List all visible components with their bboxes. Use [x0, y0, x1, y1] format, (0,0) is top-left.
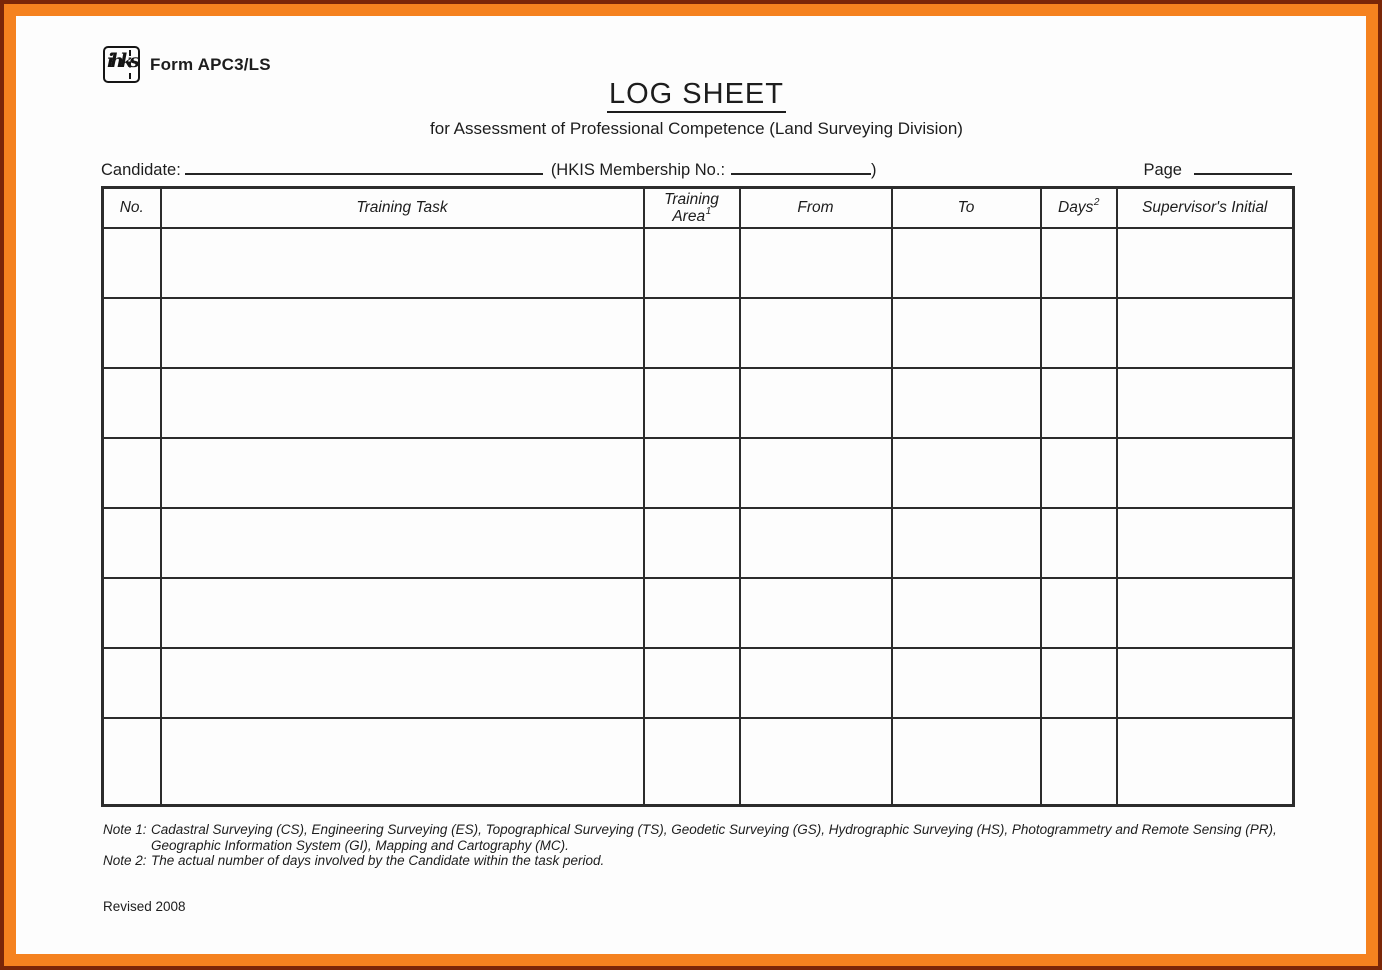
log-cell[interactable] [161, 648, 644, 718]
note-1-line-2: Geographic Information System (GI), Mapping and Cartography (MC). [151, 837, 569, 853]
log-cell[interactable] [892, 648, 1041, 718]
log-table [101, 186, 1295, 807]
log-cell[interactable] [892, 298, 1041, 368]
page-label: Page [1143, 161, 1182, 179]
footnotes [103, 822, 1283, 869]
log-cell[interactable] [892, 718, 1041, 806]
hkis-logo-monogram: ihks [107, 50, 136, 72]
form-code-row [103, 46, 271, 83]
log-cell[interactable] [1041, 578, 1117, 648]
candidate-name-field[interactable] [185, 173, 543, 175]
revised-date: Revised 2008 [103, 899, 186, 914]
log-cell[interactable] [1117, 718, 1294, 806]
col-header-to: To [892, 188, 1041, 228]
log-cell[interactable] [1041, 438, 1117, 508]
scan-frame-inner [4, 4, 1378, 966]
log-cell[interactable] [644, 578, 740, 648]
log-cell[interactable] [103, 228, 161, 298]
log-cell[interactable] [103, 298, 161, 368]
note-2 [103, 853, 1283, 869]
candidate-row [101, 161, 1292, 180]
log-cell[interactable] [103, 718, 161, 806]
table-row [103, 298, 1294, 368]
log-cell[interactable] [892, 508, 1041, 578]
col-header-no: No. [103, 188, 161, 228]
hkis-logo [103, 46, 140, 83]
col-header-from: From [740, 188, 892, 228]
log-cell[interactable] [1041, 228, 1117, 298]
log-cell[interactable] [1117, 298, 1294, 368]
log-cell[interactable] [1117, 368, 1294, 438]
page-number-field[interactable] [1194, 173, 1292, 175]
note-1-label: Note 1: [103, 822, 147, 837]
membership-no-field[interactable] [731, 173, 871, 175]
form-code-label: Form APC3/LS [150, 54, 271, 74]
col-header-days: Days$^2$ [1041, 188, 1117, 228]
log-cell[interactable] [103, 578, 161, 648]
log-cell[interactable] [103, 438, 161, 508]
log-cell[interactable] [161, 578, 644, 648]
log-cell[interactable] [1041, 508, 1117, 578]
col-header-training-area: Training Area$^1$ [644, 188, 740, 228]
candidate-label: Candidate: [101, 161, 181, 179]
table-row [103, 648, 1294, 718]
log-cell[interactable] [161, 228, 644, 298]
form-title: LOG SHEET [607, 79, 786, 113]
log-cell[interactable] [644, 228, 740, 298]
log-cell[interactable] [644, 298, 740, 368]
log-cell[interactable] [1117, 648, 1294, 718]
log-cell[interactable] [740, 648, 892, 718]
table-row [103, 508, 1294, 578]
log-cell[interactable] [740, 368, 892, 438]
log-cell[interactable] [892, 578, 1041, 648]
log-cell[interactable] [103, 508, 161, 578]
form-page [16, 16, 1366, 954]
log-cell[interactable] [740, 508, 892, 578]
log-cell[interactable] [644, 438, 740, 508]
log-cell[interactable] [892, 228, 1041, 298]
col-header-supervisors-initial: Supervisor's Initial [1117, 188, 1294, 228]
form-subtitle: for Assessment of Professional Competence (Land Surveying Division) [430, 119, 963, 138]
table-row [103, 368, 1294, 438]
note-2-text: The actual number of days involved by the Candidate within the task period. [151, 853, 605, 868]
log-cell[interactable] [740, 298, 892, 368]
log-cell[interactable] [1117, 438, 1294, 508]
log-cell[interactable] [644, 508, 740, 578]
table-row [103, 228, 1294, 298]
log-cell[interactable] [740, 578, 892, 648]
log-cell[interactable] [1117, 508, 1294, 578]
log-cell[interactable] [161, 438, 644, 508]
membership-close-paren: ) [871, 161, 877, 179]
log-cell[interactable] [1117, 578, 1294, 648]
page-group [1143, 161, 1292, 180]
log-cell[interactable] [644, 648, 740, 718]
title-block [101, 79, 1292, 139]
table-row [103, 438, 1294, 508]
note-2-label: Note 2: [103, 853, 147, 868]
log-cell[interactable] [1041, 368, 1117, 438]
log-cell[interactable] [161, 368, 644, 438]
log-cell[interactable] [740, 438, 892, 508]
note-1-line-1: Cadastral Surveying (CS), Engineering Surveying (ES), Topographical Surveying (TS), Geodetic Surveying (GS), Hydrographic Surveying (HS), Photogrammetry and Remote Sensing (PR), [151, 822, 1277, 837]
log-cell[interactable] [892, 438, 1041, 508]
log-cell[interactable] [161, 508, 644, 578]
log-cell[interactable] [103, 648, 161, 718]
log-cell[interactable] [1041, 298, 1117, 368]
note-1 [103, 822, 1283, 853]
log-cell[interactable] [161, 718, 644, 806]
log-cell[interactable] [644, 718, 740, 806]
col-header-training-task: Training Task [161, 188, 644, 228]
membership-label: (HKIS Membership No.: [550, 161, 726, 179]
log-cell[interactable] [892, 368, 1041, 438]
log-cell[interactable] [644, 368, 740, 438]
table-row [103, 718, 1294, 806]
hkis-logo-dash-line [129, 50, 131, 79]
note-1-text [151, 822, 1283, 853]
log-cell[interactable] [161, 298, 644, 368]
table-row [103, 578, 1294, 648]
log-cell[interactable] [740, 718, 892, 806]
log-cell[interactable] [1041, 648, 1117, 718]
log-cell[interactable] [103, 368, 161, 438]
log-cell[interactable] [740, 228, 892, 298]
table-header-row [103, 188, 1294, 228]
log-cell[interactable] [1041, 718, 1117, 806]
log-cell[interactable] [1117, 228, 1294, 298]
